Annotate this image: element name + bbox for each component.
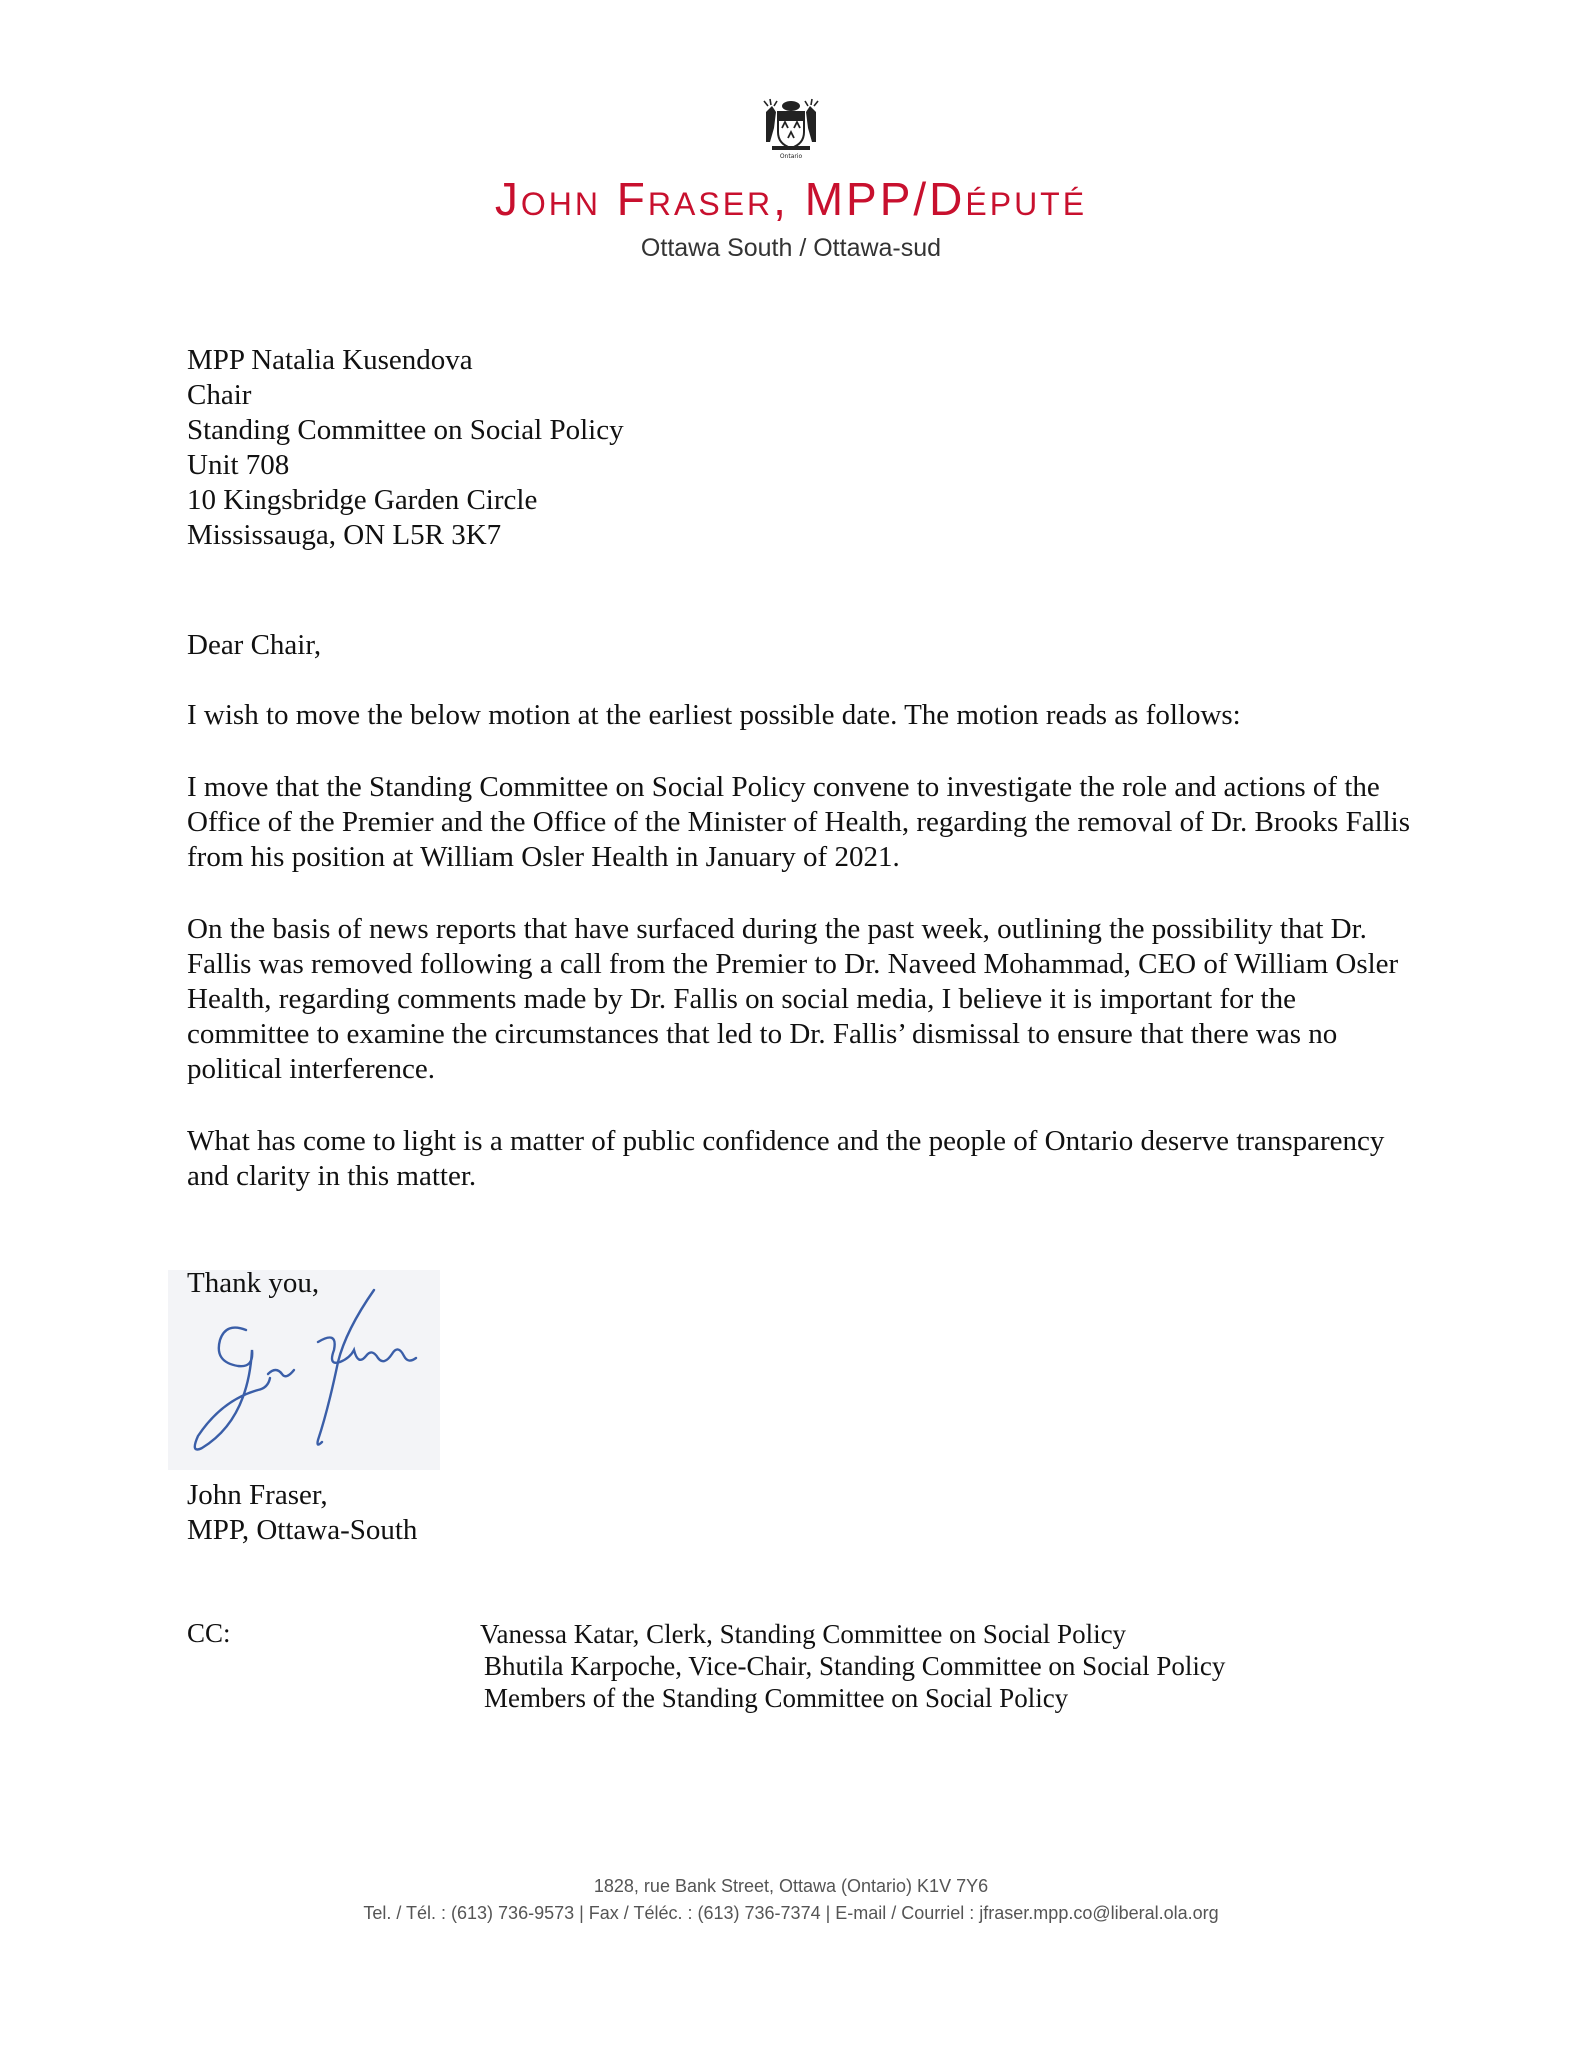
address-line: 10 Kingsbridge Garden Circle bbox=[187, 484, 538, 516]
address-line: Mississauga, ON L5R 3K7 bbox=[187, 519, 502, 551]
paragraph: I move that the Standing Committee on Social Policy convene to investigate the role and actions of the Office of the Premier and the Office of the Minister of Health, regarding the removal of Dr. Brooks Fallis from his position at William Osler Health in January of 2021. bbox=[187, 771, 1411, 873]
paragraph: What has come to light is a matter of public confidence and the people of Ontario deserve transparency and clarity in this matter. bbox=[187, 1125, 1385, 1192]
salutation: Dear Chair, bbox=[187, 629, 322, 661]
cc-label: CC: bbox=[187, 1618, 231, 1648]
cc-recipient: Bhutila Karpoche, Vice-Chair, Standing Committee on Social Policy bbox=[484, 1651, 1226, 1681]
footer-contact: Tel. / Tél. : (613) 736-9573 | Fax / Téléc. : (613) 736-7374 | E-mail / Courriel : jfraser.mpp.co@liberal.ola.org bbox=[363, 1903, 1219, 1923]
cc-recipient: Vanessa Katar, Clerk, Standing Committee on Social Policy bbox=[480, 1619, 1127, 1649]
address-line: Standing Committee on Social Policy bbox=[187, 414, 624, 446]
signoff-name: John Fraser, bbox=[187, 1479, 328, 1511]
signoff bbox=[187, 1478, 417, 1548]
recipient-address bbox=[187, 343, 624, 553]
ontario-crest-icon bbox=[762, 98, 820, 160]
address-line: MPP Natalia Kusendova bbox=[187, 344, 473, 376]
paragraph: I wish to move the below motion at the earliest possible date. The motion reads as follows: bbox=[187, 699, 1241, 731]
letterhead-name: John Fraser, MPP/Député bbox=[494, 173, 1088, 225]
footer-address: 1828, rue Bank Street, Ottawa (Ontario) K1V 7Y6 bbox=[593, 1876, 989, 1896]
closing bbox=[187, 1266, 319, 1301]
signoff-title: MPP, Ottawa-South bbox=[187, 1514, 418, 1546]
address-line: Chair bbox=[187, 379, 252, 411]
letterhead-riding: Ottawa South / Ottawa-sud bbox=[640, 234, 942, 262]
cc-recipient: Members of the Standing Committee on Social Policy bbox=[484, 1683, 1069, 1713]
address-line: Unit 708 bbox=[187, 449, 290, 481]
cc-list bbox=[480, 1618, 1225, 1714]
crest-caption: Ontario bbox=[779, 153, 803, 160]
closing-text: Thank you, bbox=[187, 1267, 320, 1299]
paragraph: On the basis of news reports that have surfaced during the past week, outlining the possibility that Dr. Fallis was removed following a call from the Premier to Dr. Naveed Mohammad, CEO of William Osler Health, regarding comments made by Dr. Fallis on social media, I believe it is important for the committee to examine the circumstances that led to Dr. Fallis’ dismissal to ensure that there was no political interference. bbox=[187, 913, 1399, 1085]
